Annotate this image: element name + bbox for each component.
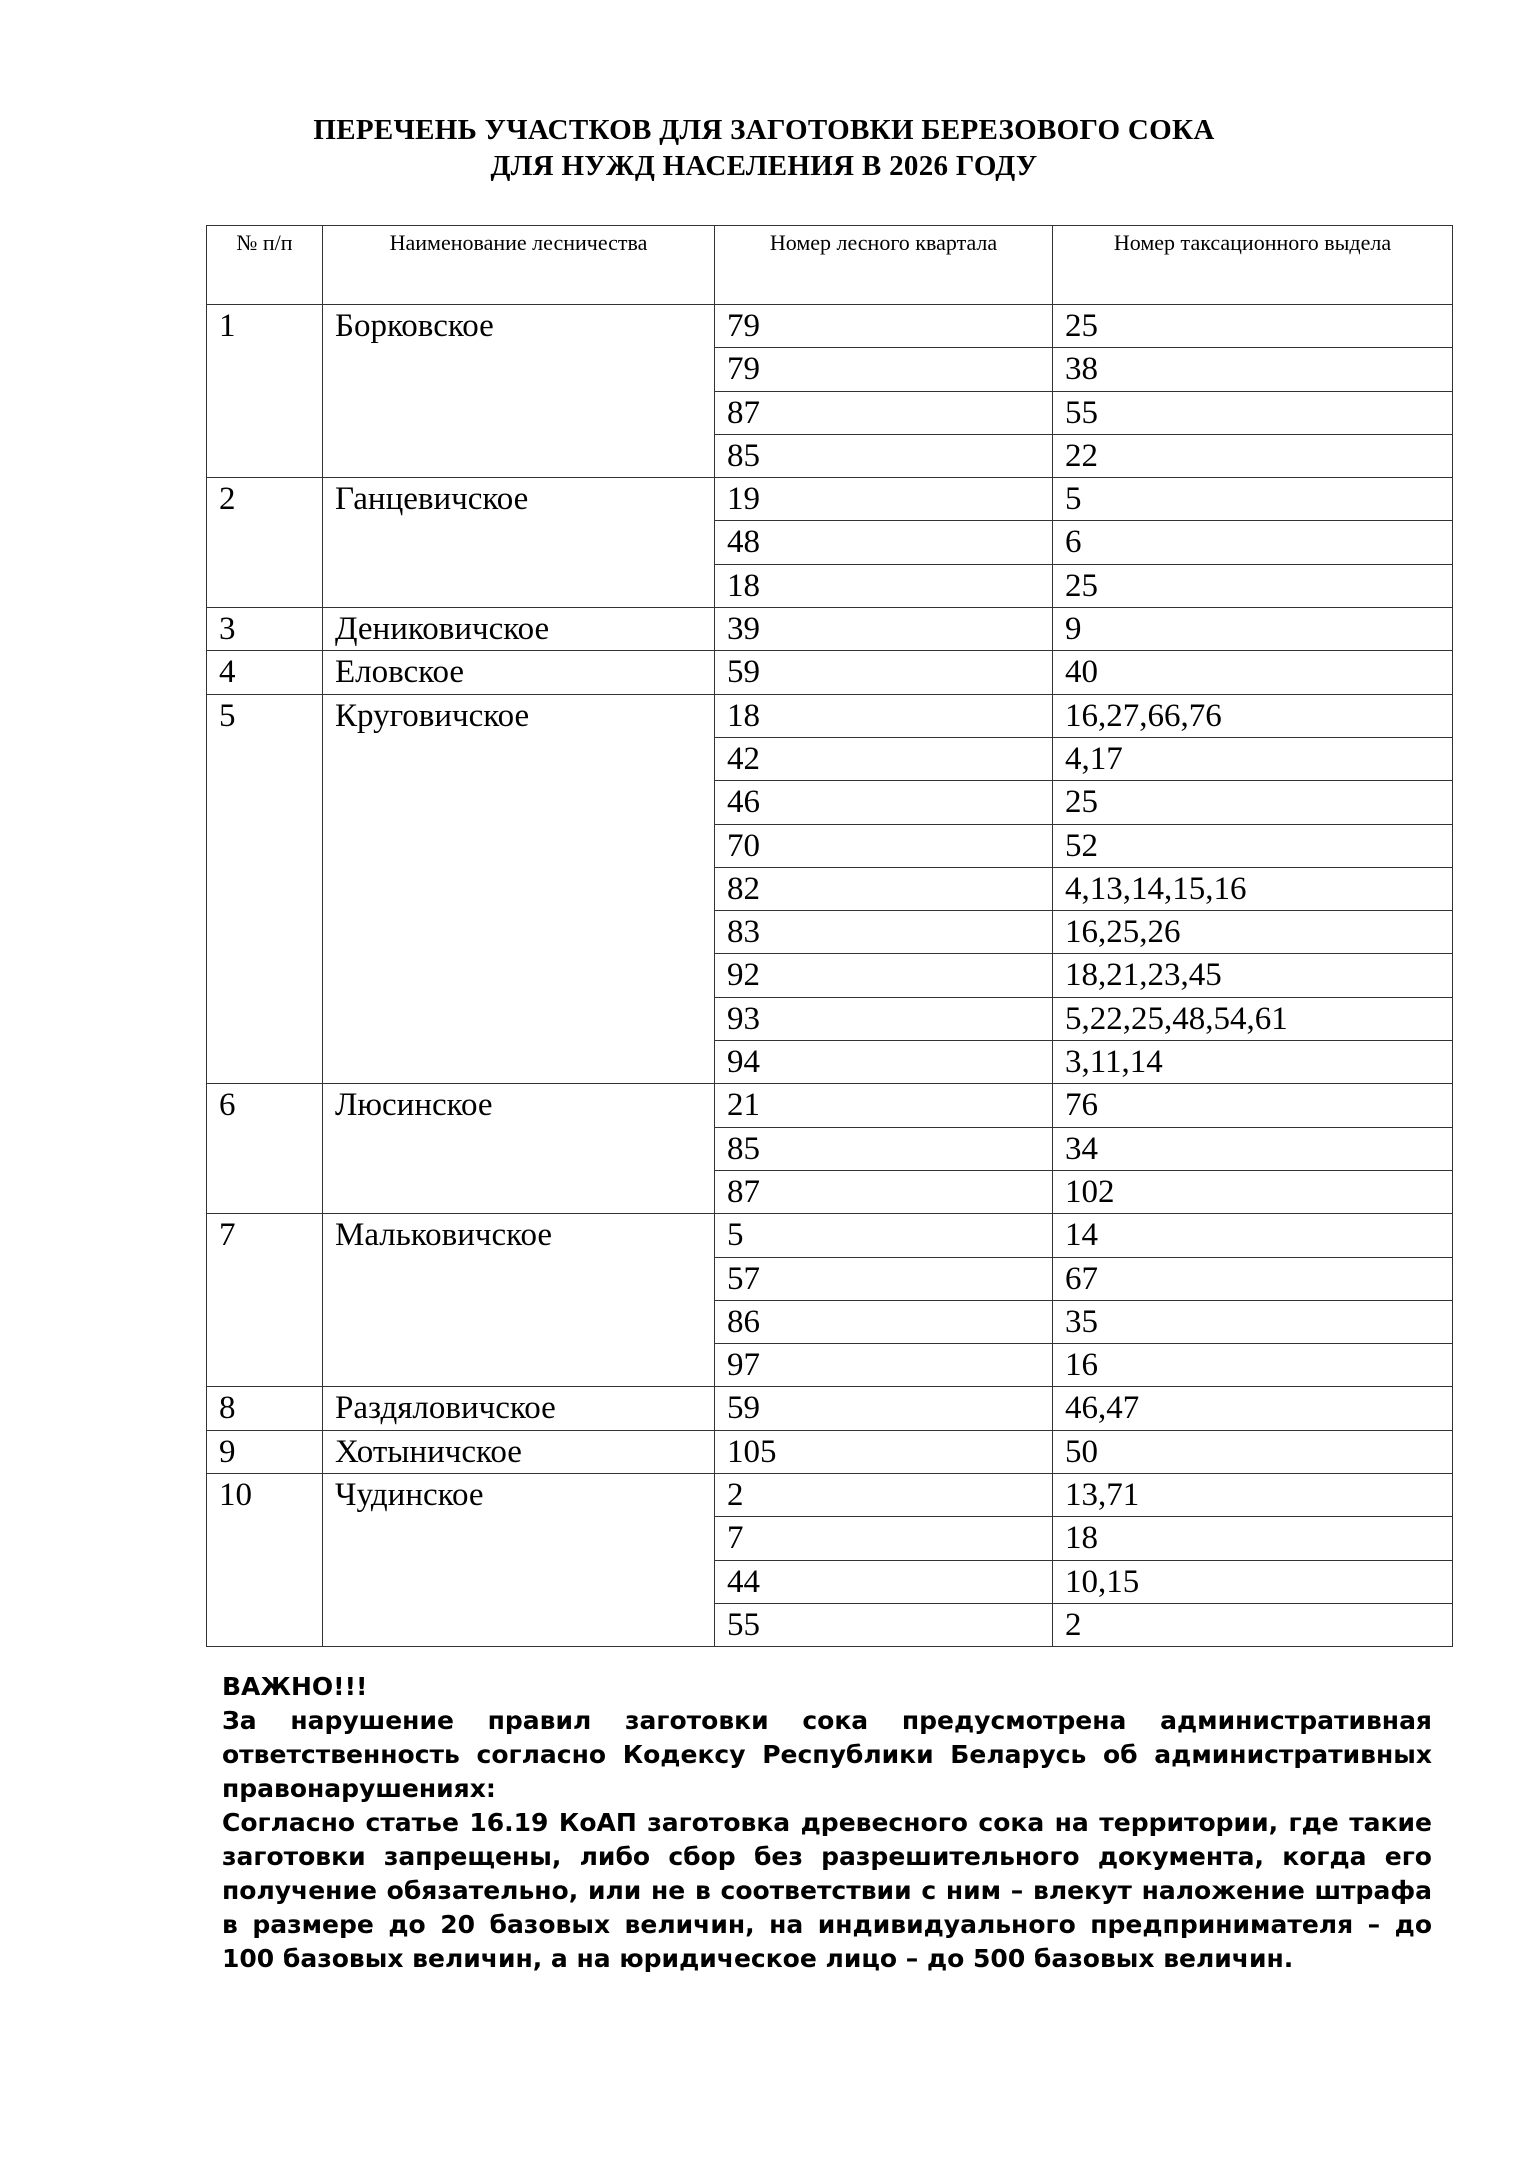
sites-table xyxy=(206,225,1453,1647)
quarter-number-cell: 83 xyxy=(715,911,1053,954)
table-row xyxy=(207,1474,1453,1517)
allotment-number-cell: 67 xyxy=(1053,1257,1453,1300)
table-row xyxy=(207,305,1453,348)
quarter-number-cell: 87 xyxy=(715,1170,1053,1213)
quarter-number-cell: 18 xyxy=(715,564,1053,607)
allotment-number-cell: 4,17 xyxy=(1053,737,1453,780)
allotment-number-cell: 38 xyxy=(1053,348,1453,391)
table-row xyxy=(207,651,1453,694)
table-header-row xyxy=(207,226,1453,305)
quarter-number-cell: 97 xyxy=(715,1344,1053,1387)
forestry-name-cell: Раздяловичское xyxy=(323,1387,715,1430)
forestry-name-cell: Круговичское xyxy=(323,694,715,1084)
quarter-number-cell: 21 xyxy=(715,1084,1053,1127)
allotment-number-cell: 76 xyxy=(1053,1084,1453,1127)
header-allotment-number: Номер таксационного выдела xyxy=(1053,226,1453,305)
quarter-number-cell: 79 xyxy=(715,305,1053,348)
allotment-number-cell: 35 xyxy=(1053,1300,1453,1343)
allotment-number-cell: 18 xyxy=(1053,1517,1453,1560)
allotment-number-cell: 52 xyxy=(1053,824,1453,867)
row-number-cell: 6 xyxy=(207,1084,323,1214)
allotment-number-cell: 9 xyxy=(1053,608,1453,651)
quarter-number-cell: 82 xyxy=(715,867,1053,910)
quarter-number-cell: 79 xyxy=(715,348,1053,391)
allotment-number-cell: 18,21,23,45 xyxy=(1053,954,1453,997)
notice-paragraph-2: Согласно статье 16.19 КоАП заготовка древесного сока на территории, где такие заготовки запрещены, либо сбор без разрешительного документа, когда его получение обязательно, или не в соответствии с ним – влекут наложение штрафа в размере до 20 базовых величин, на индивидуального предпринимателя – до 100 базовых величин, а на юридическое лицо – до 500 базовых величин. xyxy=(222,1808,1432,1973)
row-number-cell: 9 xyxy=(207,1430,323,1473)
header-number: № п/п xyxy=(207,226,323,305)
allotment-number-cell: 13,71 xyxy=(1053,1474,1453,1517)
quarter-number-cell: 55 xyxy=(715,1603,1053,1646)
quarter-number-cell: 7 xyxy=(715,1517,1053,1560)
allotment-number-cell: 55 xyxy=(1053,391,1453,434)
header-forestry-name: Наименование лесничества xyxy=(323,226,715,305)
allotment-number-cell: 34 xyxy=(1053,1127,1453,1170)
forestry-name-cell: Еловское xyxy=(323,651,715,694)
allotment-number-cell: 4,13,14,15,16 xyxy=(1053,867,1453,910)
forestry-name-cell: Хотыничское xyxy=(323,1430,715,1473)
table-row xyxy=(207,478,1453,521)
table-body xyxy=(207,305,1453,1647)
allotment-number-cell: 50 xyxy=(1053,1430,1453,1473)
quarter-number-cell: 93 xyxy=(715,997,1053,1040)
row-number-cell: 4 xyxy=(207,651,323,694)
allotment-number-cell: 40 xyxy=(1053,651,1453,694)
quarter-number-cell: 18 xyxy=(715,694,1053,737)
forestry-name-cell: Мальковичское xyxy=(323,1214,715,1387)
row-number-cell: 3 xyxy=(207,608,323,651)
quarter-number-cell: 94 xyxy=(715,1041,1053,1084)
allotment-number-cell: 25 xyxy=(1053,781,1453,824)
quarter-number-cell: 105 xyxy=(715,1430,1053,1473)
allotment-number-cell: 16,27,66,76 xyxy=(1053,694,1453,737)
quarter-number-cell: 87 xyxy=(715,391,1053,434)
forestry-name-cell: Борковское xyxy=(323,305,715,478)
row-number-cell: 8 xyxy=(207,1387,323,1430)
quarter-number-cell: 85 xyxy=(715,1127,1053,1170)
title-line-2: ДЛЯ НУЖД НАСЕЛЕНИЯ В 2026 ГОДУ xyxy=(490,150,1038,182)
sites-table-wrapper xyxy=(206,225,1452,1647)
allotment-number-cell: 25 xyxy=(1053,305,1453,348)
quarter-number-cell: 5 xyxy=(715,1214,1053,1257)
table-row xyxy=(207,1214,1453,1257)
forestry-name-cell: Дениковичское xyxy=(323,608,715,651)
allotment-number-cell: 2 xyxy=(1053,1603,1453,1646)
forestry-name-cell: Ганцевичское xyxy=(323,478,715,608)
quarter-number-cell: 19 xyxy=(715,478,1053,521)
allotment-number-cell: 16,25,26 xyxy=(1053,911,1453,954)
quarter-number-cell: 70 xyxy=(715,824,1053,867)
quarter-number-cell: 57 xyxy=(715,1257,1053,1300)
row-number-cell: 1 xyxy=(207,305,323,478)
allotment-number-cell: 14 xyxy=(1053,1214,1453,1257)
allotment-number-cell: 25 xyxy=(1053,564,1453,607)
table-row xyxy=(207,694,1453,737)
row-number-cell: 2 xyxy=(207,478,323,608)
forestry-name-cell: Чудинское xyxy=(323,1474,715,1647)
row-number-cell: 10 xyxy=(207,1474,323,1647)
allotment-number-cell: 10,15 xyxy=(1053,1560,1453,1603)
allotment-number-cell: 22 xyxy=(1053,434,1453,477)
table-row xyxy=(207,608,1453,651)
table-row xyxy=(207,1084,1453,1127)
quarter-number-cell: 46 xyxy=(715,781,1053,824)
quarter-number-cell: 39 xyxy=(715,608,1053,651)
allotment-number-cell: 6 xyxy=(1053,521,1453,564)
quarter-number-cell: 48 xyxy=(715,521,1053,564)
header-quarter-number: Номер лесного квартала xyxy=(715,226,1053,305)
quarter-number-cell: 85 xyxy=(715,434,1053,477)
allotment-number-cell: 16 xyxy=(1053,1344,1453,1387)
quarter-number-cell: 92 xyxy=(715,954,1053,997)
notice-paragraph-1: За нарушение правил заготовки сока предусмотрена административная ответственность согласно Кодексу Республики Беларусь об административных правонарушениях: xyxy=(222,1706,1432,1803)
document-title xyxy=(0,112,1528,184)
allotment-number-cell: 3,11,14 xyxy=(1053,1041,1453,1084)
table-row xyxy=(207,1430,1453,1473)
title-line-1: ПЕРЕЧЕНЬ УЧАСТКОВ ДЛЯ ЗАГОТОВКИ БЕРЕЗОВОГО СОКА xyxy=(313,114,1215,146)
quarter-number-cell: 42 xyxy=(715,737,1053,780)
allotment-number-cell: 5 xyxy=(1053,478,1453,521)
quarter-number-cell: 44 xyxy=(715,1560,1053,1603)
row-number-cell: 5 xyxy=(207,694,323,1084)
forestry-name-cell: Люсинское xyxy=(323,1084,715,1214)
allotment-number-cell: 5,22,25,48,54,61 xyxy=(1053,997,1453,1040)
quarter-number-cell: 59 xyxy=(715,1387,1053,1430)
quarter-number-cell: 2 xyxy=(715,1474,1053,1517)
quarter-number-cell: 86 xyxy=(715,1300,1053,1343)
allotment-number-cell: 46,47 xyxy=(1053,1387,1453,1430)
row-number-cell: 7 xyxy=(207,1214,323,1387)
notice-heading: ВАЖНО!!! xyxy=(222,1672,368,1701)
quarter-number-cell: 59 xyxy=(715,651,1053,694)
allotment-number-cell: 102 xyxy=(1053,1170,1453,1213)
table-row xyxy=(207,1387,1453,1430)
legal-notice xyxy=(222,1670,1432,1976)
